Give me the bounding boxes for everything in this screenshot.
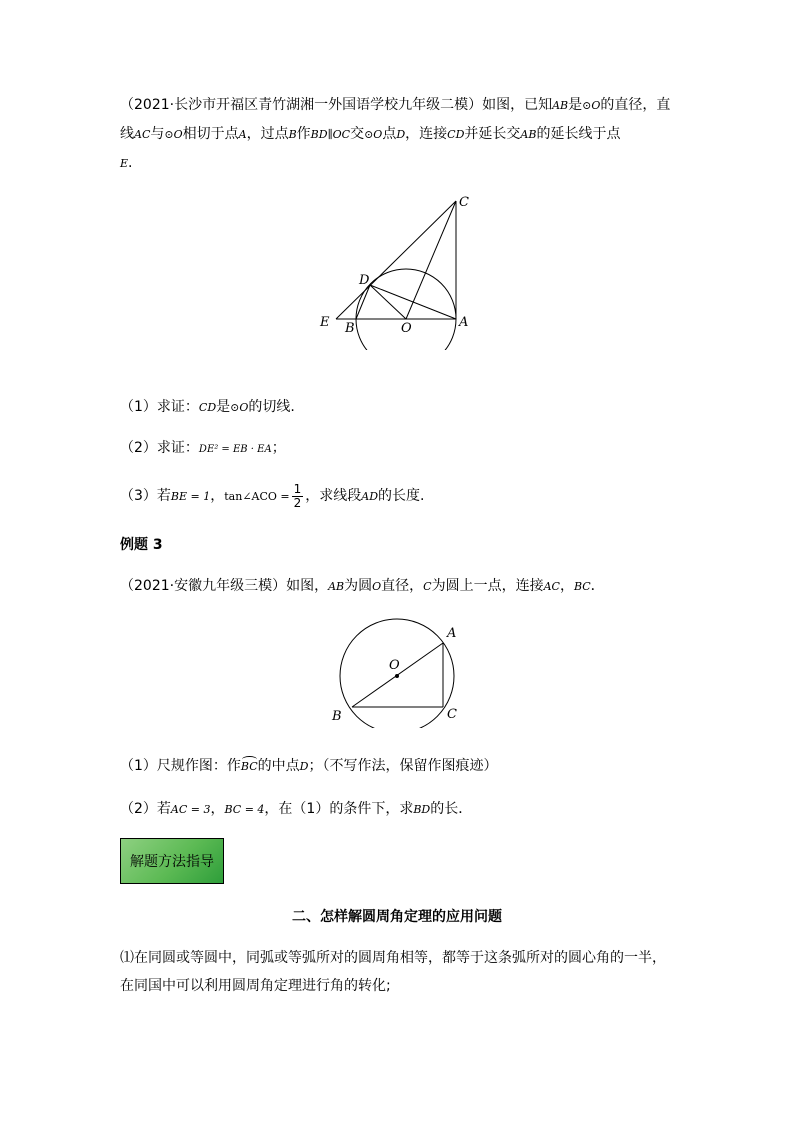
label-o-2: O	[389, 658, 400, 673]
label-c: C	[459, 195, 469, 210]
section-title: 二、怎样解圆周角定理的应用问题	[292, 909, 502, 925]
label-a-2: A	[447, 626, 457, 641]
line-da	[370, 285, 456, 319]
fraction-one-half: $\frac{1}{2}$	[293, 481, 302, 510]
label-b: B	[345, 321, 355, 336]
label-d: D	[359, 273, 370, 288]
problem1-q3: （3）若BE = 1，tan∠ACO = $\frac{1}{2}$ ，求线段AD的长度.	[120, 481, 425, 510]
line-od	[370, 285, 406, 319]
example3-intro: （2021·安徽九年级三模）如图，AB为圆O直径，C为圆上一点，连接AC，BC．	[120, 578, 605, 594]
example3-heading: 例题 3	[120, 537, 163, 553]
arc-bc: BC	[241, 753, 258, 781]
line-oc	[406, 201, 456, 319]
figure-tangent-circle	[310, 190, 490, 350]
label-a: A	[459, 315, 469, 330]
label-b-2: B	[332, 709, 342, 724]
section-point-1: ⑴在同圆或等圆中，同弧或等弧所对的圆周角相等，都等于这条弧所对的圆心角的一半， 在同国中可以利用圆周角定理进行角的转化;	[120, 950, 666, 994]
figure-inscribed-triangle	[325, 618, 475, 728]
problem1-q2: （2）求证：DE² = EB · EA；	[120, 440, 286, 456]
problem1-intro: （2021·长沙市开福区青竹湖湘一外国语学校九年级二模）如图，已知AB是⊙O的直径，直 线AC与⊙O相切于点A，过点B作BD∥OC交⊙O点D，连接CD并延长交AB的延长线于点 E.	[120, 97, 671, 171]
line-bd	[356, 285, 370, 319]
method-guidance-box	[120, 838, 224, 884]
method-guidance-label: 解题方法指导	[130, 854, 214, 870]
line-ec	[336, 201, 456, 319]
problem1-q1: （1）求证：CD是⊙O的切线.	[120, 399, 295, 415]
center-dot	[395, 674, 399, 678]
circle-o-2	[340, 619, 457, 728]
example3-q1: （1）尺规作图：作BC的中点D；（不写作法，保留作图痕迹）	[120, 752, 680, 781]
label-c-2: C	[447, 707, 457, 722]
circle-o	[356, 269, 456, 350]
label-o: O	[401, 321, 412, 336]
label-e: E	[320, 315, 330, 330]
example3-q2: （2）若AC = 3，BC = 4，在（1）的条件下，求BD的长．	[120, 801, 473, 817]
